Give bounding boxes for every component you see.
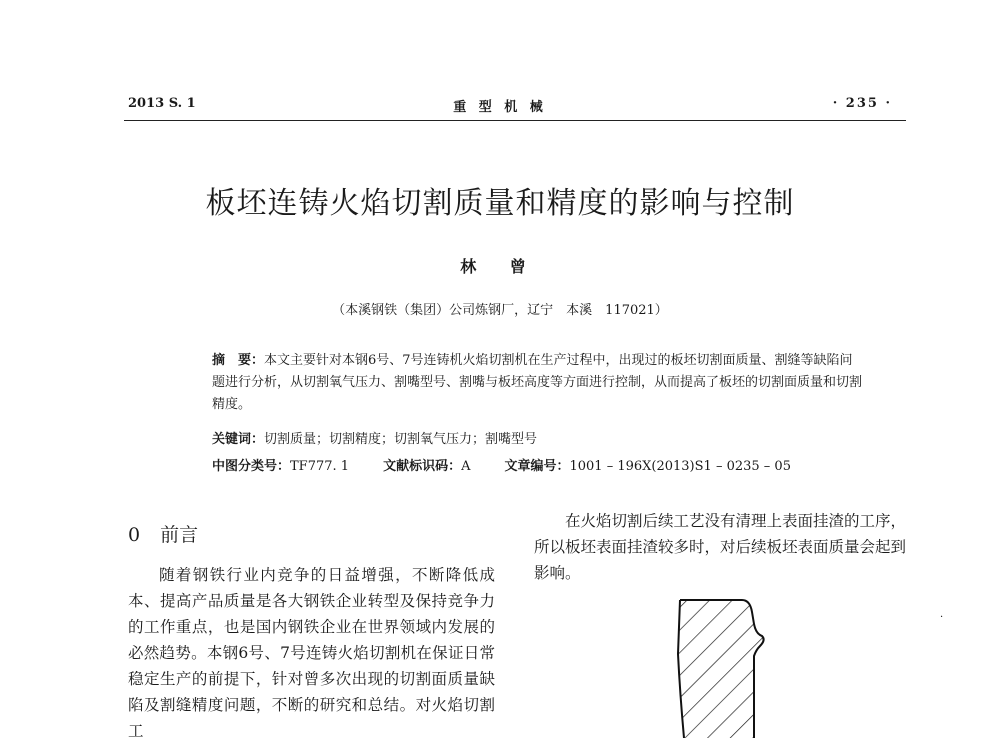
section-title: 前言 — [160, 524, 199, 546]
doc-code-label: 文献标识码： — [383, 459, 462, 474]
journal-issue: 2013 S. 1 — [128, 96, 196, 111]
page-number: · 235 · — [832, 96, 892, 111]
intro-paragraph-left: 随着钢铁行业内竞争的日益增强，不断降低成本、提高产品质量是各大钢铁企业转型及保持竞争力的工作重点，也是国内钢铁企业在世界领域内发展的必然趋势。本钢6号、7号连铸火焰切割机在保证日常稳定生产的前提下，针对曾多次出现的切割面质量缺陷及割缝精度问题，不断的研究和总结。对火焰切割工 — [128, 566, 495, 740]
article-number-value: 1001 – 196X(2013)S1 – 0235 – 05 — [569, 459, 791, 474]
paper-title: 板坯连铸火焰切割质量和精度的影响与控制 — [205, 186, 795, 221]
section-number: 0 — [128, 524, 141, 546]
abstract — [212, 350, 862, 416]
abstract-label: 摘 要： — [212, 353, 265, 368]
slab-hatching — [670, 594, 780, 738]
keywords — [212, 429, 862, 451]
classification-line — [212, 455, 791, 474]
scan-dot: · — [940, 612, 944, 623]
header-rule — [124, 120, 906, 121]
abstract-text: 本文主要针对本钢6号、7号连铸机火焰切割机在生产过程中，出现过的板坯切割面质量、割缝等缺陷问题进行分析，从切割氧气压力、割嘴型号、割嘴与板坯高度等方面进行控制，从而提高了板坯的切割面质量和切割精度。 — [212, 353, 863, 412]
affiliation: （本溪钢铁（集团）公司炼钢厂，辽宁 本溪 117021） — [332, 303, 668, 318]
section-heading — [128, 520, 198, 547]
intro-paragraph-right: 在火焰切割后续工艺没有清理上表面挂渣的工序，所以板坯表面挂渣较多时，对后续板坯表面质量会起到影响。 — [534, 512, 907, 582]
keywords-text: 切割质量；切割精度；切割氧气压力；割嘴型号 — [264, 432, 538, 447]
keywords-label: 关键词： — [212, 432, 265, 447]
article-number-label: 文章编号： — [504, 459, 570, 474]
journal-name: 重 型 机 械 — [453, 100, 547, 115]
clc-label: 中图分类号： — [212, 459, 291, 474]
author: 林 曾 — [460, 257, 540, 276]
doc-code-value: A — [461, 459, 471, 474]
slab-cross-section-figure — [670, 594, 780, 738]
clc-value: TF777. 1 — [290, 459, 350, 474]
